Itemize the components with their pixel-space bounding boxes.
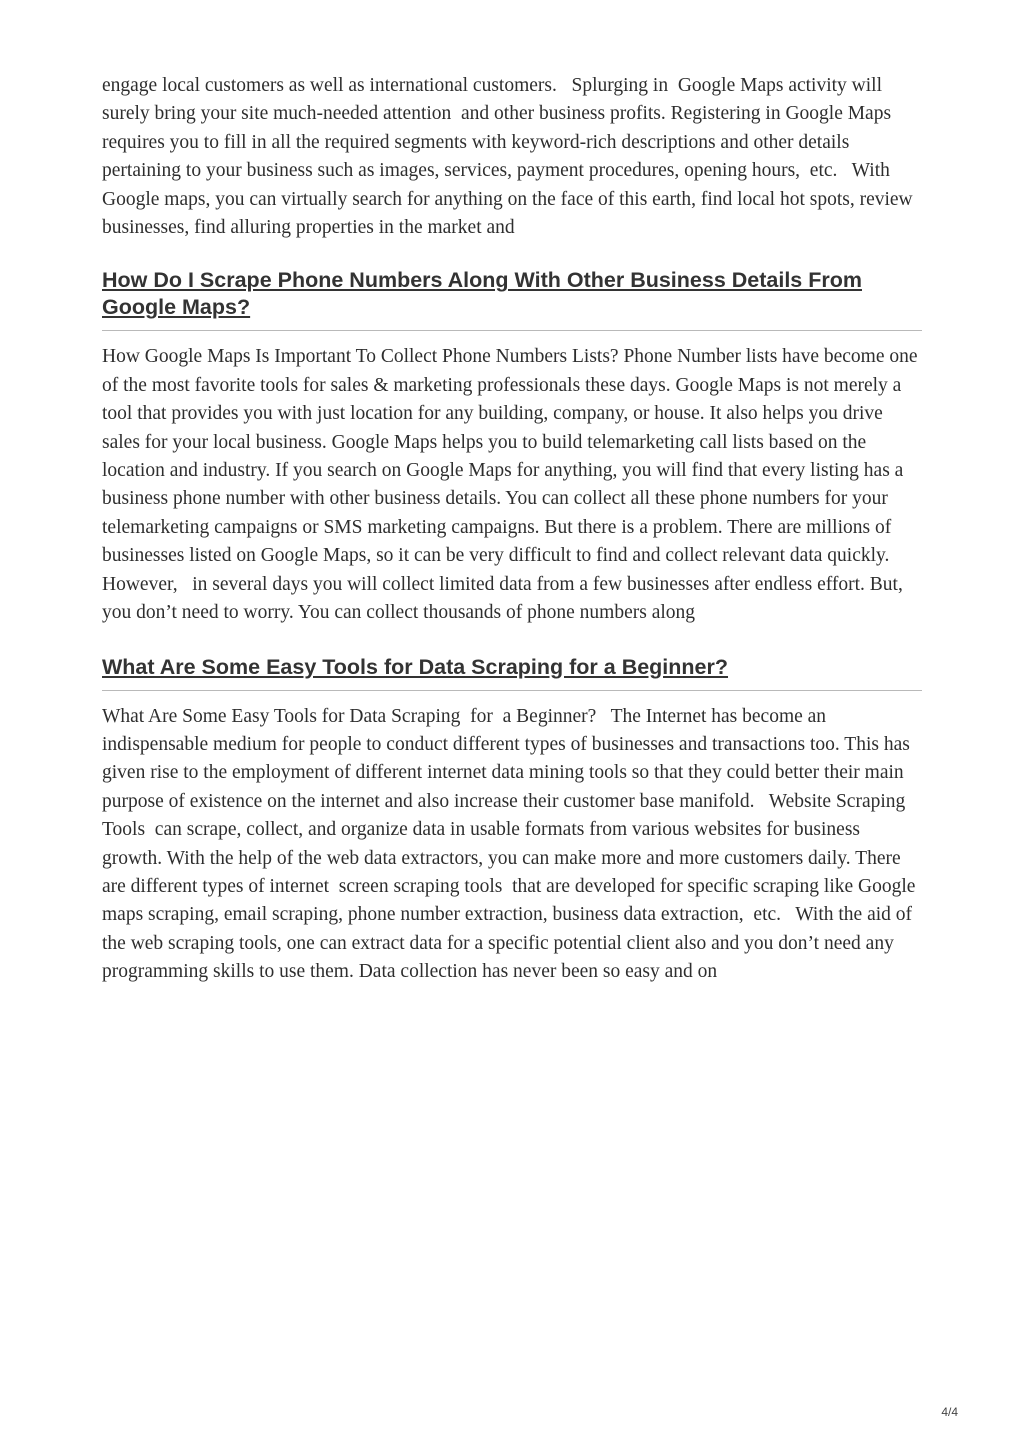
section-heading-scrape-phone-numbers[interactable]: How Do I Scrape Phone Numbers Along With Other Business Details From Google Maps? bbox=[102, 267, 922, 331]
section-body-scrape-phone-numbers: How Google Maps Is Important To Collect Phone Numbers Lists? Phone Number lists have become one of the most favorite tools for sales & marketing professionals these days. Google Maps is not merely a tool that provides you with just location for any building, company, or house. It also helps you drive sales for your local business. Google Maps helps you to build telemarketing call lists based on the location and industry. If you search on Google Maps for anything, you will find that every listing has a business phone number with other business details. You can collect all these phone numbers for your telemarketing campaigns or SMS marketing campaigns. But there is a problem. There are millions of businesses listed on Google Maps, so it can be very difficult to find and collect relevant data quickly. However, in several days you will collect limited data from a few businesses after endless effort. But, you don’t need to worry. You can collect thousands of phone numbers along bbox=[102, 346, 923, 624]
section-body-easy-scraping-tools: What Are Some Easy Tools for Data Scraping for a Beginner? The Internet has become an indispensable medium for people to conduct different types of businesses and transactions too. This has given rise to the employment of different internet data mining tools so that they could better their main purpose of existence on the internet and also increase their customer base manifold. Website Scraping Tools can scrape, collect, and organize data in usable formats from various websites for business growth. With the help of the web data extractors, you can make more and more customers daily. There are different types of internet screen scraping tools that are developed for specific scraping like Google maps scraping, email scraping, phone number extraction, business data extraction, etc. With the aid of the web scraping tools, one can extract data for a specific potential client also and you don’t need any programming skills to use them. Data collection has never been so easy and on bbox=[102, 705, 921, 983]
intro-paragraph: engage local customers as well as international customers. Splurging in Google Maps activity will surely bring your site much-needed attention and other business profits. Registering in Google Maps requires you to fill in all the required segments with keyword-rich descriptions and other details pertaining to your business such as images, services, payment procedures, opening hours, etc. With Google maps, you can virtually search for anything on the face of this earth, find local hot spots, review businesses, find alluring properties in the market and bbox=[102, 75, 918, 239]
page-number: 4/4 bbox=[941, 1405, 958, 1419]
section-heading-easy-scraping-tools[interactable]: What Are Some Easy Tools for Data Scraping for a Beginner? bbox=[102, 654, 922, 691]
page-content bbox=[102, 72, 922, 987]
